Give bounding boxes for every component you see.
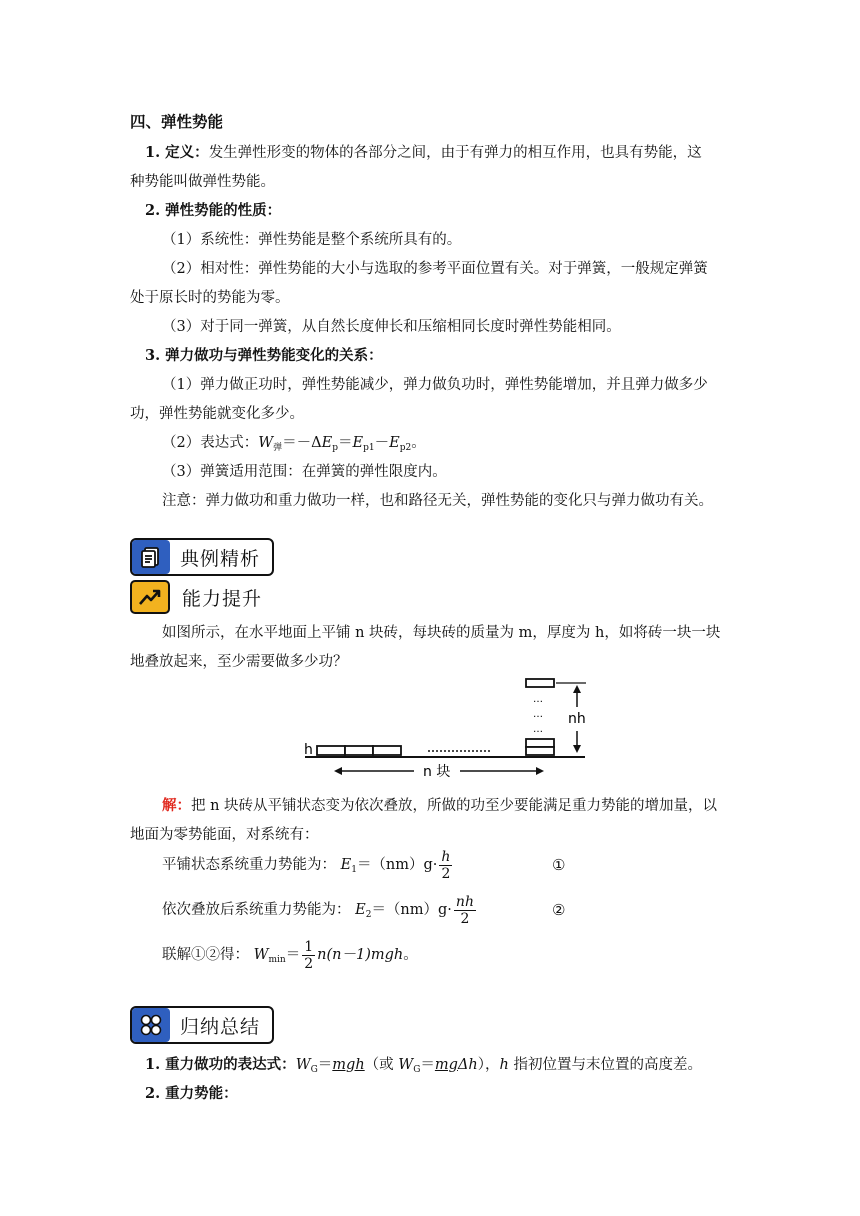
example-badge — [130, 538, 274, 576]
h-label: h — [304, 742, 313, 758]
relation-2-prefix: （2）表达式： — [162, 435, 259, 451]
property-heading: 2. 弹性势能的性质： — [145, 202, 282, 219]
formula-p: p — [332, 443, 338, 453]
stack-dots-1: … — [533, 694, 543, 705]
formula-end: 。 — [411, 435, 426, 451]
summary-tail: 指初位置与末位置的高度差。 — [508, 1057, 702, 1073]
relation-heading: 3. 弹力做功与弹性势能变化的关系： — [145, 347, 383, 364]
summary-w-sub: G — [310, 1065, 318, 1075]
e1-mid: ＝（nm）g· — [356, 857, 438, 873]
example-badge-label: 典例精析 — [180, 547, 261, 570]
summary-badge-label: 归纳总结 — [180, 1015, 261, 1038]
section-title: 四、弹性势能 — [130, 113, 224, 131]
summary-item-1 — [145, 1054, 745, 1081]
summary-alt-close: ）， — [477, 1057, 500, 1073]
e1-den: 2 — [441, 865, 451, 882]
w-sub: min — [268, 955, 286, 965]
equation-2 — [162, 891, 762, 934]
marker-1: ① — [552, 856, 566, 874]
w-end: 。 — [403, 947, 418, 963]
definition-text-1: 发生弹性形变的物体的各部分之间，由于有弹力的相互作用，也具有势能，这 — [208, 145, 702, 161]
solution-label: 解： — [162, 797, 191, 814]
formula-minus: － — [374, 435, 390, 451]
equation-1 — [162, 846, 762, 889]
e2-mid: ＝（nm）g· — [371, 902, 452, 918]
e1-num: h — [441, 848, 451, 865]
trend-up-icon — [130, 580, 170, 614]
e2-sub: 2 — [365, 910, 372, 920]
summary-alt-eq: ＝ — [420, 1057, 435, 1073]
w-rest: n(n－1)mgh — [317, 947, 404, 963]
property-3: （3）对于同一弹簧，从自然长度伸长和压缩相同长度时弹性势能相同。 — [162, 319, 621, 335]
ability-badge-label: 能力提升 — [182, 587, 263, 610]
e2-den: 2 — [460, 910, 470, 927]
formula-p2: p2 — [399, 443, 412, 453]
summary-eq: ＝ — [317, 1057, 333, 1073]
e2-lhs: E — [355, 902, 366, 918]
summary-alt-w: W — [398, 1057, 414, 1073]
summary-alt-mg: mg — [434, 1057, 458, 1073]
w-fraction — [302, 939, 315, 972]
relation-2 — [162, 432, 762, 459]
equation-3 — [162, 936, 762, 979]
definition-label: 1. 定义： — [145, 144, 209, 161]
solution-line-2: 地面为零势能面，对系统有： — [130, 827, 319, 843]
stack-dots-2: … — [533, 709, 543, 720]
w-num: 1 — [304, 938, 314, 955]
formula-e2: E — [389, 435, 400, 451]
problem-line-2: 地叠放起来，至少需要做多少功？ — [130, 654, 348, 670]
formula-e: E — [321, 435, 333, 451]
summary-alt-dh: Δh — [457, 1057, 478, 1073]
summary-item-2: 2. 重力势能： — [145, 1085, 238, 1102]
summary-mgh: mgh — [332, 1057, 365, 1073]
stack-dots-3: … — [533, 724, 543, 735]
e1-fraction — [439, 849, 452, 882]
w-den: 2 — [304, 955, 314, 972]
nh-label: nh — [568, 711, 586, 727]
relation-3: （3）弹簧适用范围：在弹簧的弹性限度内。 — [162, 464, 447, 480]
summary-h: h — [499, 1057, 509, 1073]
solve-prefix: 联解①②得： — [162, 947, 249, 963]
solution-text-1: 把 n 块砖从平铺状态变为依次叠放，所做的功至少要能满足重力势能的增加量，以 — [191, 798, 718, 814]
solution-line-1 — [162, 795, 762, 817]
marker-2: ② — [552, 901, 566, 919]
problem-line-1: 如图所示，在水平地面上平铺 n 块砖，每块砖的质量为 m，厚度为 h，如将砖一块一块 — [162, 625, 721, 641]
ability-badge — [130, 579, 262, 615]
relation-1b: 功，弹性势能就变化多少。 — [130, 406, 304, 422]
definition-line-1 — [145, 142, 745, 164]
e2-num: nh — [455, 893, 474, 910]
property-2a: （2）相对性：弹性势能的大小与选取的参考平面位置有关。对于弹簧，一般规定弹簧 — [162, 261, 708, 277]
bricks-figure — [300, 675, 590, 785]
document-icon — [132, 540, 170, 574]
formula-e1: E — [352, 435, 364, 451]
e1-prefix: 平铺状态系统重力势能为： — [162, 857, 336, 873]
e1-lhs: E — [340, 857, 352, 873]
summary-w: W — [295, 1057, 311, 1073]
e2-fraction — [454, 894, 476, 927]
relation-1a: （1）弹力做正功时，弹性势能减少，弹力做负功时，弹性势能增加，并且弹力做多少 — [162, 377, 708, 393]
note: 注意：弹力做功和重力做功一样，也和路径无关，弹性势能的变化只与弹力做功有关。 — [162, 493, 713, 509]
e2-prefix: 依次叠放后系统重力势能为： — [162, 902, 351, 918]
summary-item-1-label: 1. 重力做功的表达式： — [145, 1056, 296, 1073]
formula-w: W — [258, 435, 274, 451]
summary-alt-open: （或 — [364, 1057, 399, 1073]
e1-sub: 1 — [351, 865, 357, 875]
property-2b: 处于原长时的势能为零。 — [130, 290, 290, 306]
summary-alt-sub: G — [413, 1065, 421, 1075]
formula-p1: p1 — [363, 443, 375, 453]
grid-icon — [132, 1008, 170, 1042]
formula-sub: 弹 — [273, 443, 283, 453]
n-label: n 块 — [423, 764, 451, 780]
definition-line-2: 种势能叫做弹性势能。 — [130, 174, 275, 190]
property-1: （1）系统性：弹性势能是整个系统所具有的。 — [162, 232, 462, 248]
w-lhs: W — [253, 947, 269, 963]
formula-eq1: ＝－Δ — [282, 435, 322, 451]
w-eq: ＝ — [285, 947, 301, 963]
flat-bricks — [317, 746, 401, 755]
formula-eq2: ＝ — [338, 435, 353, 451]
summary-badge — [130, 1006, 274, 1044]
